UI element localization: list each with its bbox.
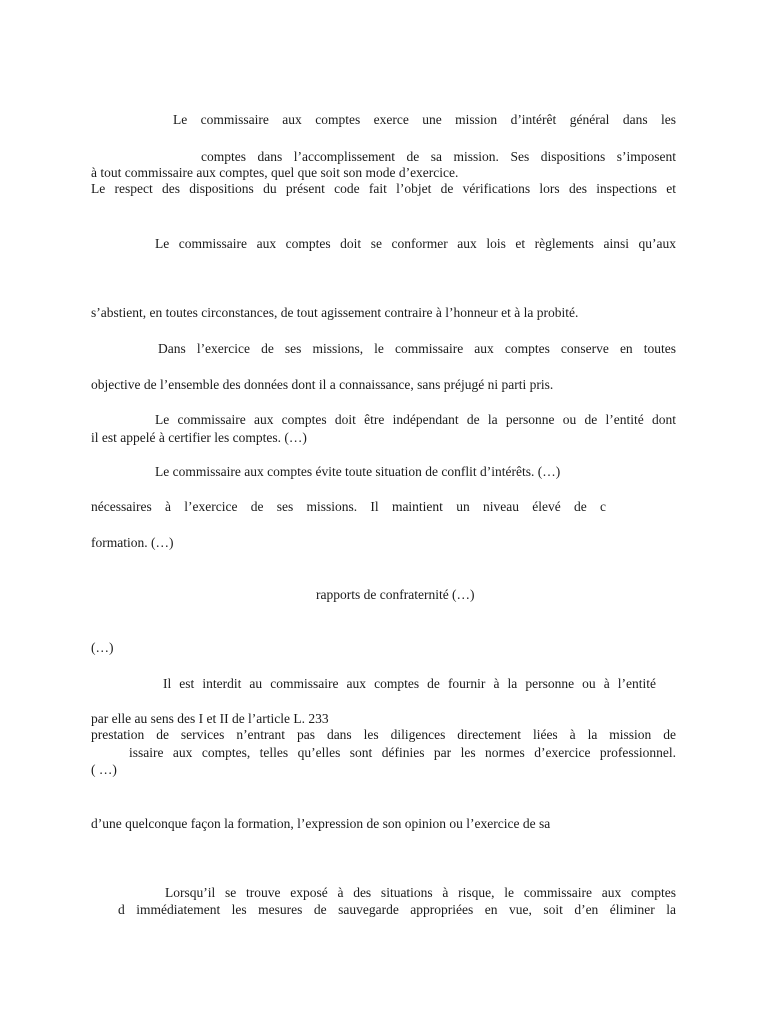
text-line: Le commissaire aux comptes doit se conformer aux lois et règlements ainsi qu’aux bbox=[155, 236, 676, 251]
text-line: comptes dans l’accomplissement de sa mission. Ses dispositions s’imposent bbox=[201, 149, 676, 164]
text-line: d immédiatement les mesures de sauvegarde appropriées en vue, soit d’en éliminer la bbox=[118, 902, 676, 917]
text-line: (…) bbox=[91, 640, 114, 655]
text-line: nécessaires à l’exercice de ses missions. Il maintient un niveau élevé de c bbox=[91, 499, 606, 514]
text-line: Lorsqu’il se trouve exposé à des situations à risque, le commissaire aux comptes bbox=[165, 885, 676, 900]
text-line: issaire aux comptes, telles qu’elles sont définies par les normes d’exercice professionnel. bbox=[129, 745, 676, 760]
text-line: Le commissaire aux comptes exerce une mission d’intérêt général dans les bbox=[173, 112, 676, 127]
text-line: objective de l’ensemble des données dont il a connaissance, sans préjugé ni parti pris. bbox=[91, 377, 554, 392]
text-line: formation. (…) bbox=[91, 535, 174, 550]
text-line: Il est interdit au commissaire aux comptes de fournir à la personne ou à l’entité bbox=[163, 676, 656, 691]
text-line: ( …) bbox=[91, 762, 117, 777]
text-line: s’abstient, en toutes circonstances, de tout agissement contraire à l’honneur et à la probité. bbox=[91, 305, 579, 320]
text-line: Dans l’exercice de ses missions, le commissaire aux comptes conserve en toutes bbox=[158, 341, 676, 356]
text-line: Le commissaire aux comptes doit être indépendant de la personne ou de l’entité dont bbox=[155, 412, 676, 427]
text-line: prestation de services n’entrant pas dans les diligences directement liées à la mission de bbox=[91, 727, 676, 742]
text-line: rapports de confraternité (…) bbox=[316, 587, 475, 602]
text-line: d’une quelconque façon la formation, l’expression de son opinion ou l’exercice de sa bbox=[91, 816, 551, 831]
text-line: par elle au sens des I et II de l’article L. 233 bbox=[91, 711, 329, 726]
text-line: à tout commissaire aux comptes, quel que soit son mode d’exercice. bbox=[91, 165, 459, 180]
text-line: il est appelé à certifier les comptes. (…) bbox=[91, 430, 307, 445]
text-line: Le commissaire aux comptes évite toute situation de conflit d’intérêts. (…) bbox=[155, 464, 561, 479]
text-line: Le respect des dispositions du présent code fait l’objet de vérifications lors des inspections et bbox=[91, 181, 676, 196]
